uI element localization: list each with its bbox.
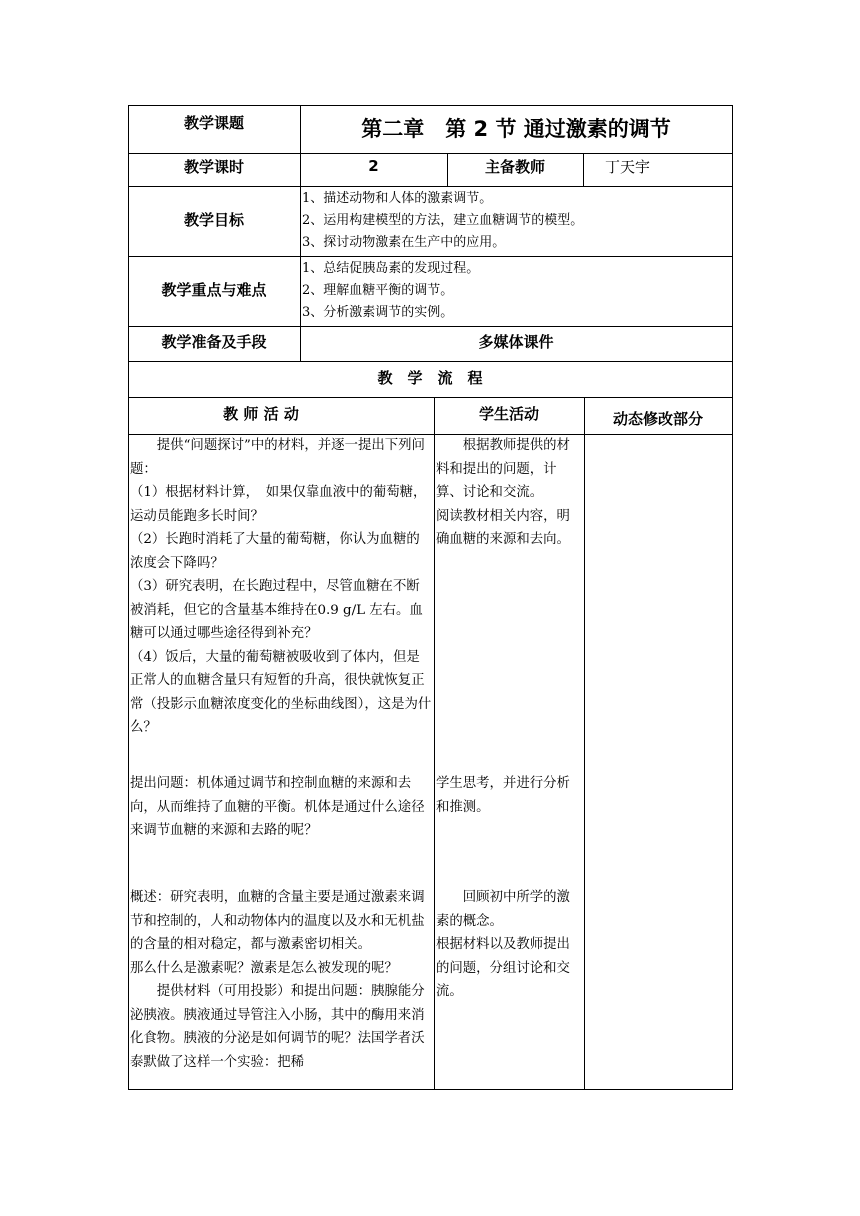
key-points-label: 教学重点与难点 (161, 281, 267, 299)
row-line-3 (128, 256, 733, 257)
student-activity-2: 阅读教材相关内容，明确血糖的来源和去向。 (436, 508, 570, 547)
student-activity-column-top (436, 434, 583, 552)
topic-title: 第二章 第 2 节 通过激素的调节 (361, 117, 671, 141)
hours-value: 2 (368, 157, 379, 175)
hours-divider-2 (583, 153, 584, 186)
student-activity-5: 根据材料以及教师提出的问题，分组讨论和交流。 (436, 937, 570, 999)
key-point-item: 2、理解血糖平衡的调节。 (302, 283, 454, 298)
table-border-bottom (128, 1089, 733, 1090)
teacher-activity-header: 教 师 活 动 (223, 405, 299, 423)
table-border-left (128, 105, 129, 1090)
teacher-intro: 提供“问题探讨”中的材料，并逐一提出下列问题： (130, 438, 425, 477)
teacher-overview (130, 886, 433, 1074)
teacher-activity-column (130, 434, 433, 740)
student-activity-1: 根据教师提供的材料和提出的问题，计算、讨论和交流。 (436, 438, 570, 500)
header-divider (300, 105, 301, 361)
hours-label: 教学课时 (183, 158, 244, 176)
teacher-label: 主备教师 (484, 158, 545, 176)
key-points-list (302, 258, 730, 324)
table-border-right (732, 105, 733, 1090)
key-point-item: 1、总结促胰岛素的发现过程。 (302, 261, 480, 276)
row-line-4 (128, 326, 733, 327)
student-activity-4: 回顾初中所学的激素的概念。 (436, 890, 570, 929)
student-activity-3: 学生思考，并进行分析和推测。 (436, 776, 570, 815)
row-line-2 (128, 186, 733, 187)
teacher-name: 丁天宇 (605, 158, 651, 176)
goal-item: 3、探讨动物激素在生产中的应用。 (302, 235, 506, 250)
question-4: （4）饭后，大量的葡萄糖被吸收到了体内，但是正常人的血糖含量只有短暂的升高，很快就恢复正常（投影示血糖浓度变化的坐标曲线图），这是为什么？ (130, 649, 432, 735)
hormone-question: 那么什么是激素呢？激素是怎么被发现的呢？ (130, 960, 398, 976)
flow-divider-2 (584, 397, 585, 1090)
row-line-1 (128, 153, 733, 154)
goal-item: 1、描述动物和人体的激素调节。 (302, 191, 493, 206)
goal-item: 2、运用构建模型的方法，建立血糖调节的模型。 (302, 213, 584, 228)
material-paragraph: 提供材料（可用投影）和提出问题：胰腺能分泌胰液。胰液通过导管注入小肠，其中的酶用来消化食物。胰液的分泌是如何调节的呢？法国学者沃泰默做了这样一个实验：把稀 (130, 984, 425, 1070)
topic-label: 教学课题 (183, 114, 244, 132)
teacher-question-paragraph: 提出问题：机体通过调节和控制血糖的来源和去向，从而维持了血糖的平衡。机体是通过什么途径来调节血糖的来源和去路的呢？ (130, 776, 425, 838)
prep-label: 教学准备及手段 (161, 333, 267, 351)
flow-title: 教 学 流 程 (377, 369, 483, 387)
student-activity-column-bottom (436, 886, 583, 1004)
student-activity-header: 学生活动 (478, 405, 539, 423)
key-point-item: 3、分析激素调节的实例。 (302, 305, 454, 320)
row-line-5 (128, 361, 733, 362)
prep-value: 多媒体课件 (478, 333, 554, 351)
goals-list (302, 188, 730, 254)
flow-divider-1 (434, 397, 435, 1090)
dynamic-changes-header: 动态修改部分 (612, 410, 703, 428)
question-2: （2）长跑时消耗了大量的葡萄糖，你认为血糖的浓度会下降吗？ (130, 532, 420, 571)
question-1: （1）根据材料计算， 如果仅靠血液中的葡萄糖， 运动员能跑多长时间？ (130, 485, 434, 524)
overview-paragraph: 概述：研究表明，血糖的含量主要是通过激素来调节和控制的，人和动物体内的温度以及水和无机盐的含量的相对稳定，都与激素密切相关。 (130, 890, 425, 952)
row-line-6 (128, 397, 733, 398)
goals-label: 教学目标 (183, 211, 244, 229)
table-border-top (128, 105, 733, 106)
question-3: （3）研究表明，在长跑过程中，尽管血糖在不断被消耗，但它的含量基本维持在0.9 g/L 左右。血糖可以通过哪些途径得到补充？ (130, 579, 423, 641)
